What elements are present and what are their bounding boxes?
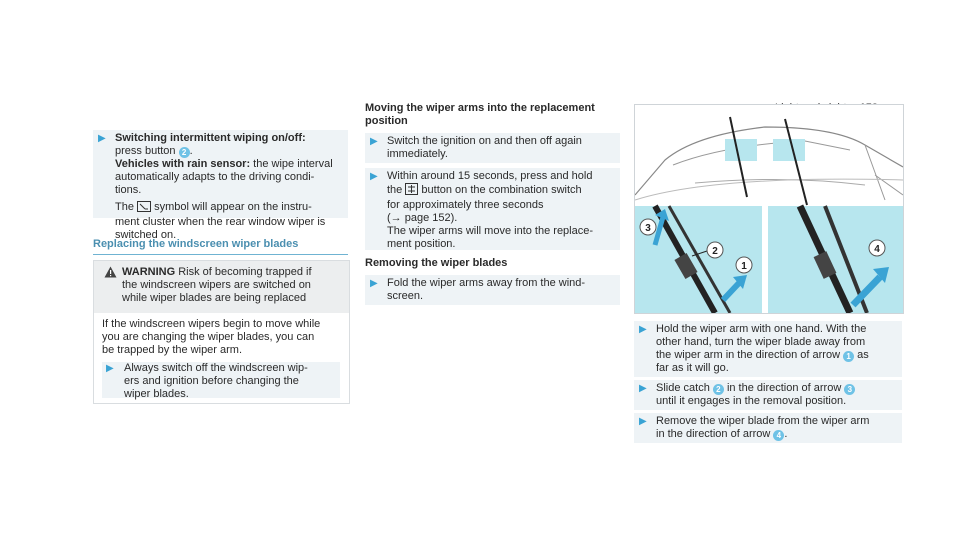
info-text: you are changing the wiper blades, you can: [102, 331, 315, 343]
step-arrow-icon: ▶: [639, 416, 647, 427]
step-text: for approximately three seconds: [387, 199, 544, 211]
callout-4-badge: 4: [773, 430, 784, 441]
callout-2: [707, 242, 723, 258]
step-text: automatically adapts to the driving condi-: [115, 171, 315, 183]
step-text: the wipe interval: [250, 158, 333, 170]
info-text: be trapped by the wiper arm.: [102, 344, 243, 356]
step-arrow-icon: ▶: [106, 363, 114, 374]
punctuation: .: [784, 428, 788, 440]
ignition-step: [365, 133, 620, 163]
warning-text: while wiper blades are being replaced: [122, 292, 307, 304]
step-arrow-icon: ▶: [639, 383, 647, 394]
step-text: the wiper arm in the direction of arrow: [656, 349, 841, 361]
punctuation: .: [189, 145, 193, 157]
svg-text:2: 2: [712, 246, 718, 257]
step-text: screen.: [387, 290, 424, 302]
step-arrow-icon: ▶: [370, 171, 378, 182]
heading-text: position: [365, 115, 408, 127]
step-text: tions.: [115, 184, 142, 196]
wiper-button-icon: [405, 183, 418, 199]
step-arrow-icon: ▶: [639, 324, 647, 335]
intermittent-wiping-step: [93, 130, 348, 241]
heading-text: Moving the wiper arms into the replacement: [365, 102, 595, 114]
step-text: The wiper arms will move into the replace-: [387, 225, 594, 237]
fold-arms-step: [365, 275, 620, 305]
step-title: Switching intermittent wiping on/off:: [115, 132, 306, 144]
step-text: Always switch off the windscreen wip-: [124, 362, 308, 374]
step-text: button on the combination switch: [421, 184, 582, 196]
warning-text: Risk of becoming trapped if: [175, 266, 312, 278]
step-text: Within around 15 seconds, press and hold: [387, 170, 593, 182]
panel-remove-blade: [768, 206, 903, 313]
step-text: far as it will go.: [656, 362, 729, 374]
step-text: until it engages in the removal position.: [656, 395, 847, 407]
step-text: as: [857, 349, 869, 361]
remove-blade-step: [634, 413, 902, 443]
info-text: If the windscreen wipers begin to move while: [102, 318, 321, 330]
callout-1-badge: 1: [843, 351, 854, 362]
slide-catch-step: [634, 380, 902, 410]
step-text: the: [387, 184, 403, 196]
callout-2-badge: 2: [713, 384, 724, 395]
callout-3-badge: 3: [844, 384, 855, 395]
wiper-position-heading: [365, 102, 620, 128]
step-text: ment position.: [387, 238, 456, 250]
step-text: immediately.: [387, 148, 448, 160]
step-text: Hold the wiper arm with one hand. With the: [656, 323, 867, 335]
step-text: The: [115, 201, 134, 213]
warning-triangle-icon: [104, 266, 117, 282]
step-arrow-icon: ▶: [370, 136, 378, 147]
step-text: press button: [115, 145, 176, 157]
step-text: switched on.: [115, 229, 177, 241]
section-title: Replacing the windscreen wiper blades: [93, 238, 348, 255]
step-text: other hand, turn the wiper blade away from: [656, 336, 866, 348]
warning-box: [93, 260, 350, 404]
page-reference: (→ page 152).: [387, 212, 458, 224]
step-text: in the direction of arrow: [656, 428, 771, 440]
hold-button-step: [365, 168, 620, 250]
step-text: Slide catch: [656, 382, 710, 394]
wiper-illustration: [634, 104, 904, 314]
step-text: symbol will appear on the instru-: [154, 201, 312, 213]
rain-sensor-label: Vehicles with rain sensor:: [115, 158, 251, 170]
step-text: wiper blades.: [124, 388, 189, 400]
hold-arm-step: [634, 321, 902, 377]
step-text: ers and ignition before changing the: [124, 375, 299, 387]
step-arrow-icon: ▶: [370, 278, 378, 289]
svg-text:3: 3: [645, 223, 651, 234]
step-text: Switch the ignition on and then off again: [387, 135, 582, 147]
callout-4: [869, 240, 885, 256]
step-text: Fold the wiper arms away from the wind-: [387, 277, 586, 289]
step-text: ment cluster when the rear window wiper is: [115, 216, 326, 228]
step-text: Remove the wiper blade from the wiper arm: [656, 415, 870, 427]
step-text: in the direction of arrow: [726, 382, 842, 394]
callout-1: [736, 257, 752, 273]
callout-2-badge: 2: [179, 147, 190, 158]
svg-text:4: 4: [874, 244, 880, 255]
remove-blades-subheading: Removing the wiper blades: [365, 257, 508, 269]
safety-step: [102, 362, 340, 398]
warning-text: the windscreen wipers are switched on: [122, 279, 311, 291]
step-arrow-icon: ▶: [98, 133, 106, 144]
warning-label: WARNING: [122, 266, 176, 278]
callout-3: [640, 219, 656, 235]
svg-text:1: 1: [741, 261, 747, 272]
windscreen-view: [635, 117, 903, 205]
warning-header: [94, 261, 349, 313]
rear-wiper-symbol-icon: [137, 201, 151, 216]
